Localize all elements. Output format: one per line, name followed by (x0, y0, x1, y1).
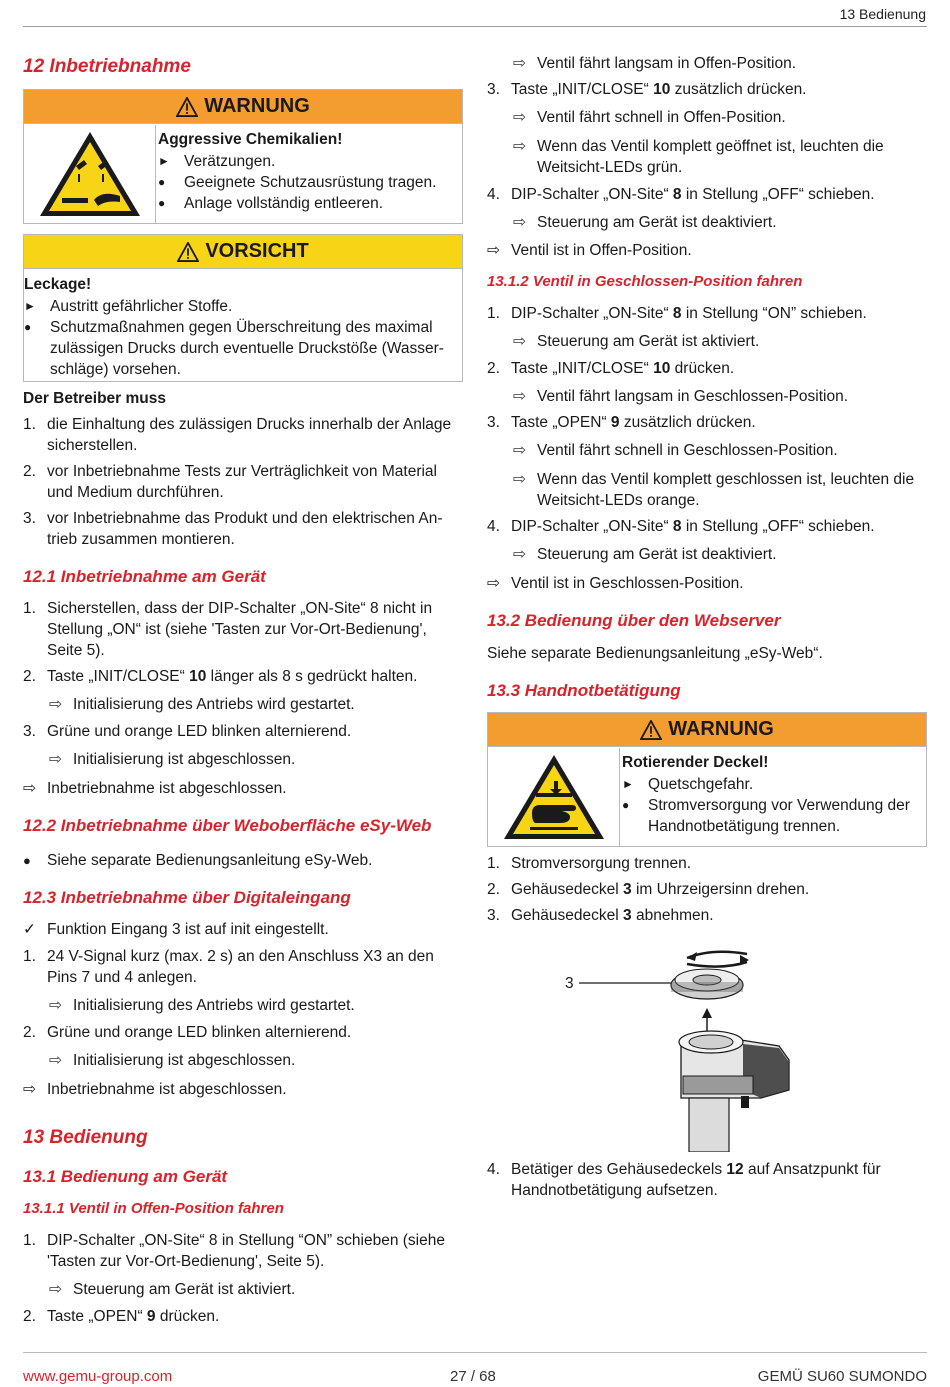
footer-product: GEMÜ SU60 SUMONDO (757, 1368, 927, 1385)
caution-header (24, 235, 462, 269)
result-item: ⇨ Wenn das Ventil komplett geöffnet ist, leuchten die Weitsicht-LEDs grün. (513, 138, 884, 176)
result-arrow-icon: ⇨ (487, 242, 500, 259)
warning-heading: Aggressive Chemikalien! (158, 131, 343, 148)
result-arrow-icon: ⇨ (487, 575, 500, 592)
result-item: ⇨ Ventil fährt schnell in Geschlossen-Position. (513, 442, 838, 459)
list-item: 2. vor Inbetriebnahme Tests zur Verträglichkeit von Material und Medium durchführen. (23, 463, 437, 501)
footer-rule (23, 1352, 927, 1353)
heading-12-3: 12.3 Inbetriebnahme über Digitaleingang (23, 888, 351, 907)
heading-13: 13 Bedienung (23, 1127, 148, 1148)
list-item: 3. Gehäusedeckel 3 abnehmen. (487, 907, 714, 924)
warning-triangle-icon (176, 97, 198, 117)
heading-13-1: 13.1 Bedienung am Gerät (23, 1167, 228, 1186)
warning-measure: ● Anlage vollständig entleeren. (158, 195, 384, 212)
warning-measure: ● Stromversorgung vor Verwendung der Handnotbetätigung trennen. (622, 797, 910, 835)
list-item: 1. Stromversorgung trennen. (487, 855, 692, 872)
result-item: ⇨ Initialisierung ist abgeschlossen. (49, 751, 296, 768)
bullet-item: ● Siehe separate Bedienungsanleitung eSy-Web. (23, 852, 373, 869)
result-item: ⇨ Steuerung am Gerät ist deaktiviert. (513, 546, 777, 563)
dot-bullet-icon: ● (24, 320, 32, 334)
result-item: ⇨ Initialisierung des Antriebs wird gestartet. (49, 997, 355, 1014)
caution-consequence: ► Austritt gefährlicher Stoffe. (24, 298, 233, 315)
figure-lid-removal (557, 940, 877, 1152)
result-item: ⇨ Wenn das Ventil komplett geschlossen ist, leuchten die Weitsicht-LEDs orange. (513, 471, 915, 509)
result-arrow-icon: ⇨ (513, 214, 526, 231)
hazard-icon-cell (24, 125, 156, 224)
heading-13-1-1: 13.1.1 Ventil in Offen-Position fahren (23, 1200, 284, 1217)
final-result: ⇨ Ventil ist in Geschlossen-Position. (487, 575, 744, 592)
result-item: ⇨ Steuerung am Gerät ist aktiviert. (513, 333, 760, 350)
result-arrow-icon: ⇨ (513, 442, 526, 459)
dot-bullet-icon: ● (158, 175, 166, 189)
footer-page-number: 27 / 68 (450, 1368, 496, 1385)
header-rule (23, 26, 927, 27)
dot-bullet-icon: ● (622, 798, 630, 812)
caution-measure: ● Schutzmaßnahmen gegen Überschreitung des maximal zulässigen Drucks durch eventuelle Druckstöße (Wasser- schläge) vorsehen. (24, 319, 444, 378)
result-item: ⇨ Initialisierung des Antriebs wird gestartet. (49, 696, 355, 713)
heading-12-1: 12.1 Inbetriebnahme am Gerät (23, 567, 266, 586)
hazard-icon-cell (488, 748, 620, 847)
caution-box-leakage (23, 234, 463, 382)
warning-header (24, 90, 462, 124)
warning-title: WARNUNG (204, 95, 310, 117)
list-item: 3. Taste „INIT/CLOSE“ 10 zusätzlich drücken. (487, 81, 807, 98)
list-item: 2. Grüne und orange LED blinken alternierend. (23, 1024, 352, 1041)
header-chapter: 13 Bedienung (839, 6, 926, 22)
triangle-bullet-icon: ► (158, 154, 170, 168)
warning-title: WARNUNG (668, 718, 774, 740)
list-item: 4. Betätiger des Gehäusedeckels 12 auf Ansatzpunkt für Handnotbetätigung aufsetzen. (487, 1161, 881, 1199)
list-item: 4. DIP-Schalter „ON-Site“ 8 in Stellung „OFF“ schieben. (487, 518, 875, 535)
hand-crush-hazard-icon (500, 751, 608, 843)
operator-heading: Der Betreiber muss (23, 390, 167, 407)
result-arrow-icon: ⇨ (23, 1081, 36, 1098)
result-arrow-icon: ⇨ (513, 471, 526, 488)
heading-12: 12 Inbetriebnahme (23, 56, 191, 77)
footer-website-link[interactable]: www.gemu-group.com (23, 1368, 173, 1385)
warning-box-rotating-lid (487, 712, 927, 847)
dot-bullet-icon: ● (23, 853, 31, 868)
list-item: 2. Taste „OPEN“ 9 drücken. (23, 1308, 220, 1325)
prerequisite-item: ✓ Funktion Eingang 3 ist auf init eingestellt. (23, 921, 329, 938)
caution-triangle-icon (177, 242, 199, 262)
corrosive-hazard-icon (36, 128, 144, 220)
triangle-bullet-icon: ► (24, 299, 36, 313)
result-item: ⇨ Ventil fährt schnell in Offen-Position. (513, 109, 786, 126)
warning-triangle-icon (640, 720, 662, 740)
result-item: ⇨ Ventil fährt langsam in Offen-Position. (513, 55, 797, 72)
dot-bullet-icon: ● (158, 196, 166, 210)
heading-13-1-2: 13.1.2 Ventil in Geschlossen-Position fahren (487, 273, 803, 290)
warning-consequence: ► Verätzungen. (158, 153, 276, 170)
check-icon: ✓ (23, 921, 36, 938)
final-result: ⇨ Inbetriebnahme ist abgeschlossen. (23, 780, 287, 797)
list-item: 3. Grüne und orange LED blinken alternierend. (23, 723, 352, 740)
result-arrow-icon: ⇨ (513, 109, 526, 126)
list-item: 3. Taste „OPEN“ 9 zusätzlich drücken. (487, 414, 756, 431)
triangle-bullet-icon: ► (622, 777, 634, 791)
result-arrow-icon: ⇨ (49, 1052, 62, 1069)
heading-13-2: 13.2 Bedienung über den Webserver (487, 611, 781, 630)
warning-box-chemicals (23, 89, 463, 224)
caution-title: VORSICHT (205, 240, 309, 262)
heading-12-2: 12.2 Inbetriebnahme über Weboberfläche eSy-Web (23, 816, 432, 835)
result-arrow-icon: ⇨ (513, 138, 526, 155)
result-arrow-icon: ⇨ (23, 780, 36, 797)
list-item: 1. die Einhaltung des zulässigen Drucks innerhalb der Anlage sicherstellen. (23, 416, 452, 454)
list-item: 3. vor Inbetriebnahme das Produkt und den elektrischen An- trieb zusammen montieren. (23, 510, 443, 548)
result-arrow-icon: ⇨ (513, 546, 526, 563)
final-result: ⇨ Ventil ist in Offen-Position. (487, 242, 692, 259)
paragraph: Siehe separate Bedienungsanleitung „eSy-Web“. (487, 645, 823, 662)
heading-13-3: 13.3 Handnotbetätigung (487, 681, 681, 700)
list-item: 1. 24 V-Signal kurz (max. 2 s) an den Anschluss X3 an den Pins 7 und 4 anlegen. (23, 948, 434, 986)
figure-callout-label: 3 (565, 975, 574, 992)
result-arrow-icon: ⇨ (513, 333, 526, 350)
caution-heading: Leckage! (24, 276, 92, 293)
result-arrow-icon: ⇨ (49, 751, 62, 768)
list-item: 1. Sicherstellen, dass der DIP-Schalter „ON-Site“ 8 nicht in Stellung „ON“ ist (siehe 'Tasten zur Vor-Ort-Bedienung', Seite 5). (23, 600, 433, 659)
list-item: 2. Gehäusedeckel 3 im Uhrzeigersinn drehen. (487, 881, 810, 898)
warning-header (488, 713, 926, 747)
result-arrow-icon: ⇨ (513, 55, 526, 72)
result-item: ⇨ Initialisierung ist abgeschlossen. (49, 1052, 296, 1069)
warning-measure: ● Geeignete Schutzausrüstung tragen. (158, 174, 437, 191)
warning-heading: Rotierender Deckel! (622, 754, 769, 771)
list-item: 4. DIP-Schalter „ON-Site“ 8 in Stellung „OFF“ schieben. (487, 186, 875, 203)
actuator-illustration (557, 940, 877, 1152)
result-item: ⇨ Ventil fährt langsam in Geschlossen-Position. (513, 388, 849, 405)
final-result: ⇨ Inbetriebnahme ist abgeschlossen. (23, 1081, 287, 1098)
result-arrow-icon: ⇨ (49, 696, 62, 713)
warning-consequence: ► Quetschgefahr. (622, 776, 754, 793)
list-item: 1. DIP-Schalter „ON-Site“ 8 in Stellung “ON” schieben. (487, 305, 867, 322)
result-item: ⇨ Steuerung am Gerät ist deaktiviert. (513, 214, 777, 231)
list-item: 2. Taste „INIT/CLOSE“ 10 länger als 8 s gedrückt halten. (23, 668, 418, 685)
result-item: ⇨ Steuerung am Gerät ist aktiviert. (49, 1281, 296, 1298)
list-item: 1. DIP-Schalter „ON-Site“ 8 in Stellung “ON” schieben (siehe 'Tasten zur Vor-Ort-Bedienung', Seite 5). (23, 1232, 445, 1270)
list-item: 2. Taste „INIT/CLOSE“ 10 drücken. (487, 360, 735, 377)
result-arrow-icon: ⇨ (49, 997, 62, 1014)
result-arrow-icon: ⇨ (49, 1281, 62, 1298)
result-arrow-icon: ⇨ (513, 388, 526, 405)
